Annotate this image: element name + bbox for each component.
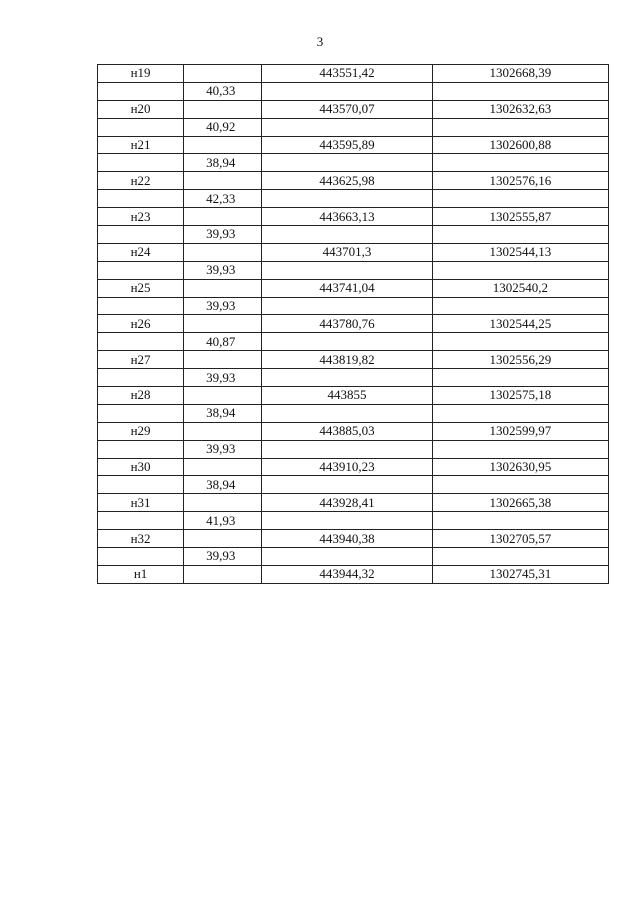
y-coordinate-cell: 1302556,29	[432, 351, 608, 369]
empty-distance-cell	[184, 458, 262, 476]
empty-x-cell	[262, 440, 432, 458]
point-row	[98, 136, 609, 154]
point-row	[98, 315, 609, 333]
empty-point-cell	[98, 297, 184, 315]
empty-point-cell	[98, 440, 184, 458]
distance-row	[98, 440, 609, 458]
y-coordinate-cell: 1302544,13	[432, 243, 608, 261]
empty-point-cell	[98, 82, 184, 100]
empty-distance-cell	[184, 530, 262, 548]
distance-row	[98, 261, 609, 279]
distance-cell: 39,93	[184, 297, 262, 315]
distance-cell: 42,33	[184, 190, 262, 208]
empty-x-cell	[262, 512, 432, 530]
y-coordinate-cell: 1302668,39	[432, 65, 608, 83]
empty-distance-cell	[184, 279, 262, 297]
empty-distance-cell	[184, 351, 262, 369]
distance-row	[98, 548, 609, 566]
empty-point-cell	[98, 261, 184, 279]
empty-y-cell	[432, 333, 608, 351]
distance-row	[98, 404, 609, 422]
distance-cell: 39,93	[184, 261, 262, 279]
y-coordinate-cell: 1302555,87	[432, 208, 608, 226]
empty-point-cell	[98, 369, 184, 387]
empty-point-cell	[98, 512, 184, 530]
distance-cell: 40,33	[184, 82, 262, 100]
x-coordinate-cell: 443595,89	[262, 136, 432, 154]
point-row	[98, 387, 609, 405]
x-coordinate-cell: 443551,42	[262, 65, 432, 83]
x-coordinate-cell: 443570,07	[262, 100, 432, 118]
y-coordinate-cell: 1302540,2	[432, 279, 608, 297]
empty-y-cell	[432, 226, 608, 244]
point-row	[98, 530, 609, 548]
distance-row	[98, 118, 609, 136]
distance-row	[98, 82, 609, 100]
empty-point-cell	[98, 226, 184, 244]
point-row	[98, 65, 609, 83]
empty-x-cell	[262, 333, 432, 351]
distance-row	[98, 512, 609, 530]
page-number: 3	[316, 34, 324, 49]
empty-point-cell	[98, 476, 184, 494]
y-coordinate-cell: 1302665,38	[432, 494, 608, 512]
empty-x-cell	[262, 190, 432, 208]
empty-distance-cell	[184, 100, 262, 118]
distance-row	[98, 297, 609, 315]
distance-cell: 39,93	[184, 369, 262, 387]
empty-distance-cell	[184, 243, 262, 261]
y-coordinate-cell: 1302705,57	[432, 530, 608, 548]
y-coordinate-cell: 1302745,31	[432, 565, 608, 583]
distance-row	[98, 154, 609, 172]
y-coordinate-cell: 1302600,88	[432, 136, 608, 154]
empty-x-cell	[262, 118, 432, 136]
point-name-cell: н20	[98, 100, 184, 118]
distance-row	[98, 369, 609, 387]
empty-x-cell	[262, 226, 432, 244]
distance-row	[98, 333, 609, 351]
x-coordinate-cell: 443910,23	[262, 458, 432, 476]
empty-y-cell	[432, 512, 608, 530]
empty-distance-cell	[184, 208, 262, 226]
point-row	[98, 565, 609, 583]
empty-y-cell	[432, 118, 608, 136]
empty-distance-cell	[184, 172, 262, 190]
empty-y-cell	[432, 548, 608, 566]
distance-cell: 38,94	[184, 154, 262, 172]
point-row	[98, 243, 609, 261]
x-coordinate-cell: 443940,38	[262, 530, 432, 548]
point-name-cell: н23	[98, 208, 184, 226]
x-coordinate-cell: 443885,03	[262, 422, 432, 440]
x-coordinate-cell: 443944,32	[262, 565, 432, 583]
empty-y-cell	[432, 476, 608, 494]
empty-point-cell	[98, 154, 184, 172]
empty-distance-cell	[184, 387, 262, 405]
empty-x-cell	[262, 82, 432, 100]
empty-y-cell	[432, 82, 608, 100]
empty-y-cell	[432, 440, 608, 458]
distance-cell: 38,94	[184, 404, 262, 422]
empty-y-cell	[432, 154, 608, 172]
empty-point-cell	[98, 118, 184, 136]
x-coordinate-cell: 443928,41	[262, 494, 432, 512]
empty-x-cell	[262, 297, 432, 315]
point-name-cell: н21	[98, 136, 184, 154]
point-name-cell: н31	[98, 494, 184, 512]
distance-cell: 39,93	[184, 548, 262, 566]
y-coordinate-cell: 1302575,18	[432, 387, 608, 405]
x-coordinate-cell: 443780,76	[262, 315, 432, 333]
empty-y-cell	[432, 369, 608, 387]
point-name-cell: н30	[98, 458, 184, 476]
distance-cell: 39,93	[184, 440, 262, 458]
y-coordinate-cell: 1302576,16	[432, 172, 608, 190]
empty-distance-cell	[184, 494, 262, 512]
empty-distance-cell	[184, 565, 262, 583]
x-coordinate-cell: 443625,98	[262, 172, 432, 190]
empty-x-cell	[262, 261, 432, 279]
point-name-cell: н26	[98, 315, 184, 333]
empty-distance-cell	[184, 315, 262, 333]
distance-cell: 38,94	[184, 476, 262, 494]
point-name-cell: н32	[98, 530, 184, 548]
y-coordinate-cell: 1302599,97	[432, 422, 608, 440]
y-coordinate-cell: 1302632,63	[432, 100, 608, 118]
distance-row	[98, 190, 609, 208]
point-name-cell: н19	[98, 65, 184, 83]
point-row	[98, 351, 609, 369]
empty-distance-cell	[184, 65, 262, 83]
coordinates-table-body	[98, 65, 609, 584]
distance-row	[98, 226, 609, 244]
point-row	[98, 172, 609, 190]
empty-x-cell	[262, 404, 432, 422]
x-coordinate-cell: 443855	[262, 387, 432, 405]
empty-x-cell	[262, 476, 432, 494]
y-coordinate-cell: 1302544,25	[432, 315, 608, 333]
coordinates-table	[97, 64, 609, 584]
empty-y-cell	[432, 261, 608, 279]
point-row	[98, 494, 609, 512]
empty-distance-cell	[184, 136, 262, 154]
empty-point-cell	[98, 190, 184, 208]
point-row	[98, 422, 609, 440]
x-coordinate-cell: 443741,04	[262, 279, 432, 297]
point-row	[98, 208, 609, 226]
empty-point-cell	[98, 548, 184, 566]
point-row	[98, 100, 609, 118]
distance-cell: 40,92	[184, 118, 262, 136]
empty-y-cell	[432, 190, 608, 208]
empty-point-cell	[98, 333, 184, 351]
point-name-cell: н29	[98, 422, 184, 440]
point-row	[98, 458, 609, 476]
x-coordinate-cell: 443819,82	[262, 351, 432, 369]
point-row	[98, 279, 609, 297]
empty-y-cell	[432, 404, 608, 422]
empty-x-cell	[262, 154, 432, 172]
empty-x-cell	[262, 548, 432, 566]
point-name-cell: н27	[98, 351, 184, 369]
distance-cell: 41,93	[184, 512, 262, 530]
point-name-cell: н25	[98, 279, 184, 297]
x-coordinate-cell: 443701,3	[262, 243, 432, 261]
distance-row	[98, 476, 609, 494]
empty-y-cell	[432, 297, 608, 315]
empty-x-cell	[262, 369, 432, 387]
point-name-cell: н28	[98, 387, 184, 405]
y-coordinate-cell: 1302630,95	[432, 458, 608, 476]
empty-distance-cell	[184, 422, 262, 440]
point-name-cell: н1	[98, 565, 184, 583]
distance-cell: 39,93	[184, 226, 262, 244]
point-name-cell: н24	[98, 243, 184, 261]
distance-cell: 40,87	[184, 333, 262, 351]
empty-point-cell	[98, 404, 184, 422]
point-name-cell: н22	[98, 172, 184, 190]
x-coordinate-cell: 443663,13	[262, 208, 432, 226]
